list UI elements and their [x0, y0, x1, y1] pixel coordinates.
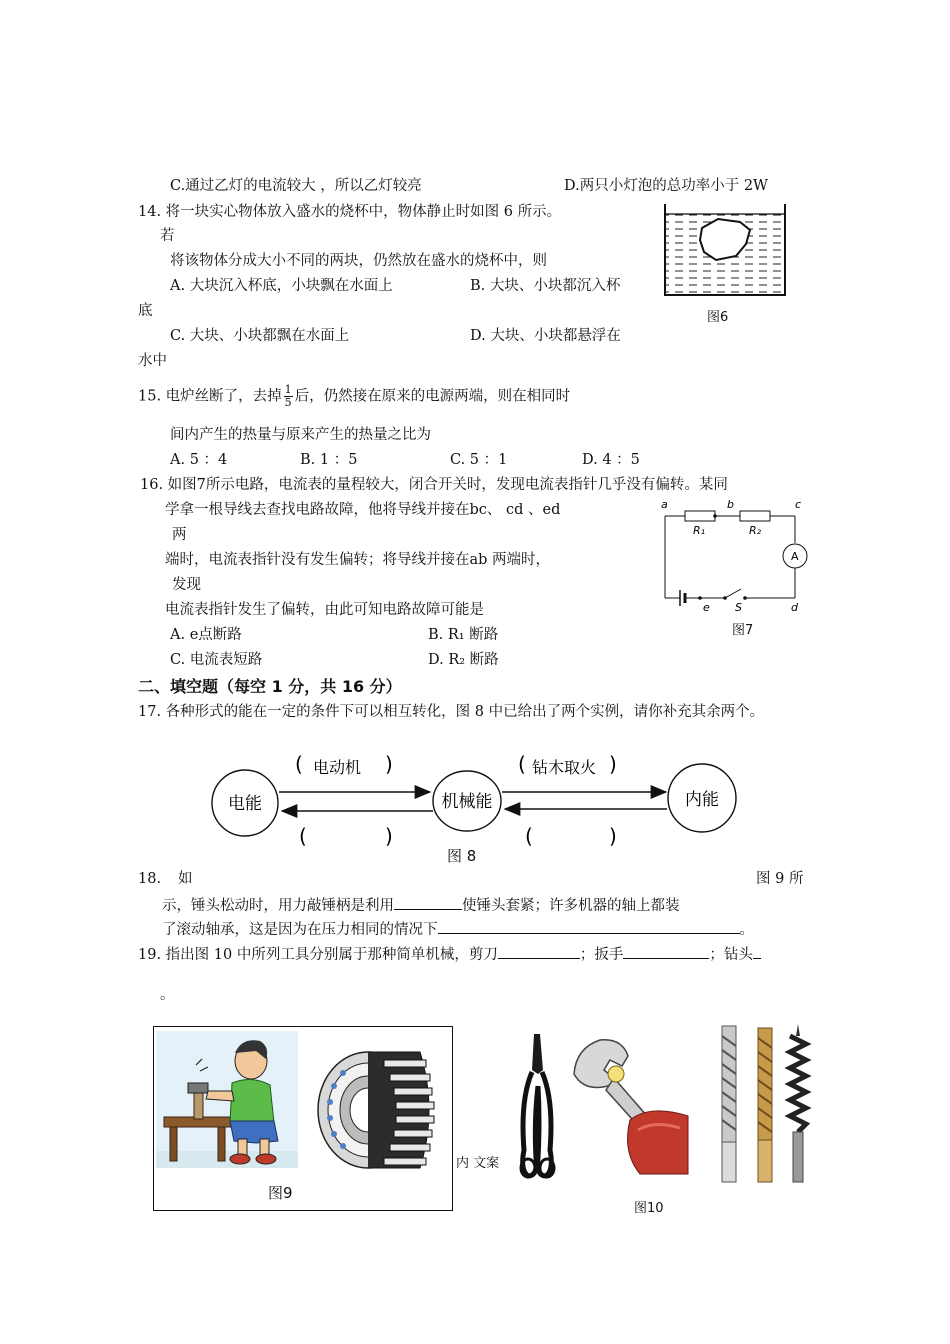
q16-option-d: D. R₂ 断路: [428, 652, 499, 668]
figure-8-caption: 图 8: [447, 847, 477, 865]
paren-close-top-right: ): [609, 752, 617, 776]
wrench-icon: [570, 1034, 688, 1174]
q13-option-d: D.两只小灯泡的总功率小于 2W: [564, 178, 768, 194]
q15-fraction: [284, 384, 293, 409]
label-electric-motor: 电动机: [313, 758, 362, 777]
q15-option-b: B. 1 ：5: [300, 452, 358, 468]
q19-blank-wrench[interactable]: [623, 944, 709, 959]
q15-option-c: C. 5 ：1: [450, 452, 508, 468]
q14-stem: 14. 将一块实心物体放入盛水的烧杯中，物体静止时如图 6 所示。: [138, 204, 562, 220]
q18-line-3-end: 。: [739, 922, 754, 938]
q19-stem-b: ；扳手: [579, 947, 624, 963]
circuit-label-r2: R₂: [749, 524, 762, 537]
figure-7-caption: 图7: [732, 623, 754, 638]
q18-word-tu: 图 9 所: [756, 871, 804, 887]
q13-option-c: C.通过乙灯的电流较大 ，所以乙灯较亮: [170, 178, 422, 194]
node-internal-energy: 内能: [685, 790, 719, 810]
q19-stem-a: 19. 指出图 10 中所列工具分别属于那种简单机械，剪刀: [138, 947, 498, 963]
q18-line-2a: 示，锤头松动时，用力敲锤柄是利用: [162, 898, 394, 914]
ammeter-icon: A: [791, 550, 799, 563]
q14-option-b-wrap: 底: [138, 303, 153, 319]
circuit-label-b: b: [727, 498, 734, 511]
node-electric-energy: 电能: [228, 794, 262, 814]
circuit-label-d: d: [791, 601, 798, 614]
q15-stem: [138, 384, 570, 409]
paren-close-bottom-left: ): [385, 824, 393, 848]
q15-fraction-denominator: 5: [284, 396, 292, 409]
q18-blank-2[interactable]: [438, 919, 740, 934]
figure-9-overlap-text: 内 文案: [456, 1156, 500, 1171]
q17-stem: 17. 各种形式的能在一定的条件下可以相互转化，图 8 中已给出了两个实例，请你补充其余两个。: [138, 704, 765, 720]
figure-9-ball-bearing: [310, 1046, 440, 1174]
q14-option-a: A. 大块沉入杯底，小块飘在水面上: [170, 278, 393, 294]
drill-bit-icon: [710, 1022, 810, 1184]
q16-stem-2: 学拿一根导线去查找电路故障，他将导线并接在bc、 cd 、ed: [165, 502, 561, 518]
figure-6-caption: 图6: [707, 310, 729, 325]
paren-open-top-right: (: [518, 752, 526, 776]
q16-option-a: A. e点断路: [170, 627, 242, 643]
q14-option-d: D. 大块、小块都悬浮在: [470, 328, 621, 344]
q15-stem-post: 后，仍然接在原来的电源两端，则在相同时: [294, 388, 571, 405]
q15-fraction-numerator: 1: [284, 383, 292, 396]
q15-option-a: A. 5 ：4: [170, 452, 228, 468]
paren-close-top-left: ): [385, 752, 393, 776]
circuit-label-r1: R₁: [693, 524, 706, 537]
q15-option-d: D. 4 ：5: [582, 452, 640, 468]
circuit-label-a: a: [661, 498, 668, 511]
q14-option-b: B. 大块、小块都沉入杯: [470, 278, 621, 294]
scissors-icon: [510, 1030, 565, 1180]
paren-open-bottom-left: (: [299, 824, 307, 848]
q14-stem-wrap: 若: [160, 228, 175, 244]
q16-option-b: B. R₁ 断路: [428, 627, 499, 643]
paren-open-top-left: (: [295, 752, 303, 776]
q14-option-c: C. 大块、小块都飘在水面上: [170, 328, 350, 344]
q18-line-3: [162, 919, 754, 940]
q16-stem-5: 发现: [172, 577, 201, 593]
q18-blank-1[interactable]: [394, 895, 462, 910]
q16-option-c: C. 电流表短路: [170, 652, 263, 668]
q14-option-d-wrap: 水中: [138, 353, 167, 369]
q19-stem-end: 。: [160, 987, 175, 1003]
figure-9-hammer-illustration: [156, 1031, 298, 1168]
label-drill-wood-fire: 钻木取火: [532, 758, 597, 777]
q16-stem: 16. 如图7所示电路，电流表的量程较大，闭合开关时，发现电流表指针几乎没有偏转。某同: [140, 477, 728, 493]
node-mechanical-energy: 机械能: [441, 792, 493, 812]
q16-stem-6: 电流表指针发生了偏转，由此可知电路故障可能是: [165, 602, 484, 618]
q15-stem-2: 间内产生的热量与原来产生的热量之比为: [170, 427, 431, 443]
q18-line-2: [162, 895, 680, 916]
section-2-heading: 二、填空题（每空 1 分，共 16 分）: [138, 677, 402, 696]
q19-stem: [138, 944, 761, 965]
figure-7-circuit: [655, 498, 810, 616]
paren-open-bottom-right: (: [525, 824, 533, 848]
figure-6-beaker: [660, 204, 790, 304]
figure-10-caption: 图10: [634, 1201, 664, 1216]
q19-stem-c: ；钻头: [709, 947, 753, 963]
figure-9-caption: 图9: [268, 1184, 293, 1202]
q19-blank-drill[interactable]: [753, 944, 761, 959]
q16-stem-4: 端时，电流表指针没有发生偏转；将导线并接在ab 两端时，: [165, 552, 551, 568]
q14-stem-2: 将该物体分成大小不同的两块，仍然放在盛水的烧杯中，则: [170, 253, 547, 269]
q16-stem-3: 两: [172, 527, 187, 543]
circuit-label-e: e: [703, 601, 710, 614]
figure-8-energy-diagram: [205, 745, 750, 855]
q18-line-2b: 使锤头套紧；许多机器的轴上都装: [462, 898, 680, 914]
q15-stem-pre: 15. 电炉丝断了，去掉: [138, 388, 282, 405]
circuit-label-s: S: [735, 601, 742, 614]
q19-blank-scissors[interactable]: [498, 944, 580, 959]
paren-close-bottom-right: ): [609, 824, 617, 848]
q18-number: 18.: [138, 871, 162, 887]
circuit-label-c: c: [795, 498, 802, 511]
q18-word-ru: 如: [178, 871, 193, 887]
q18-line-3-text: 了滚动轴承，这是因为在压力相同的情况下: [162, 922, 438, 938]
